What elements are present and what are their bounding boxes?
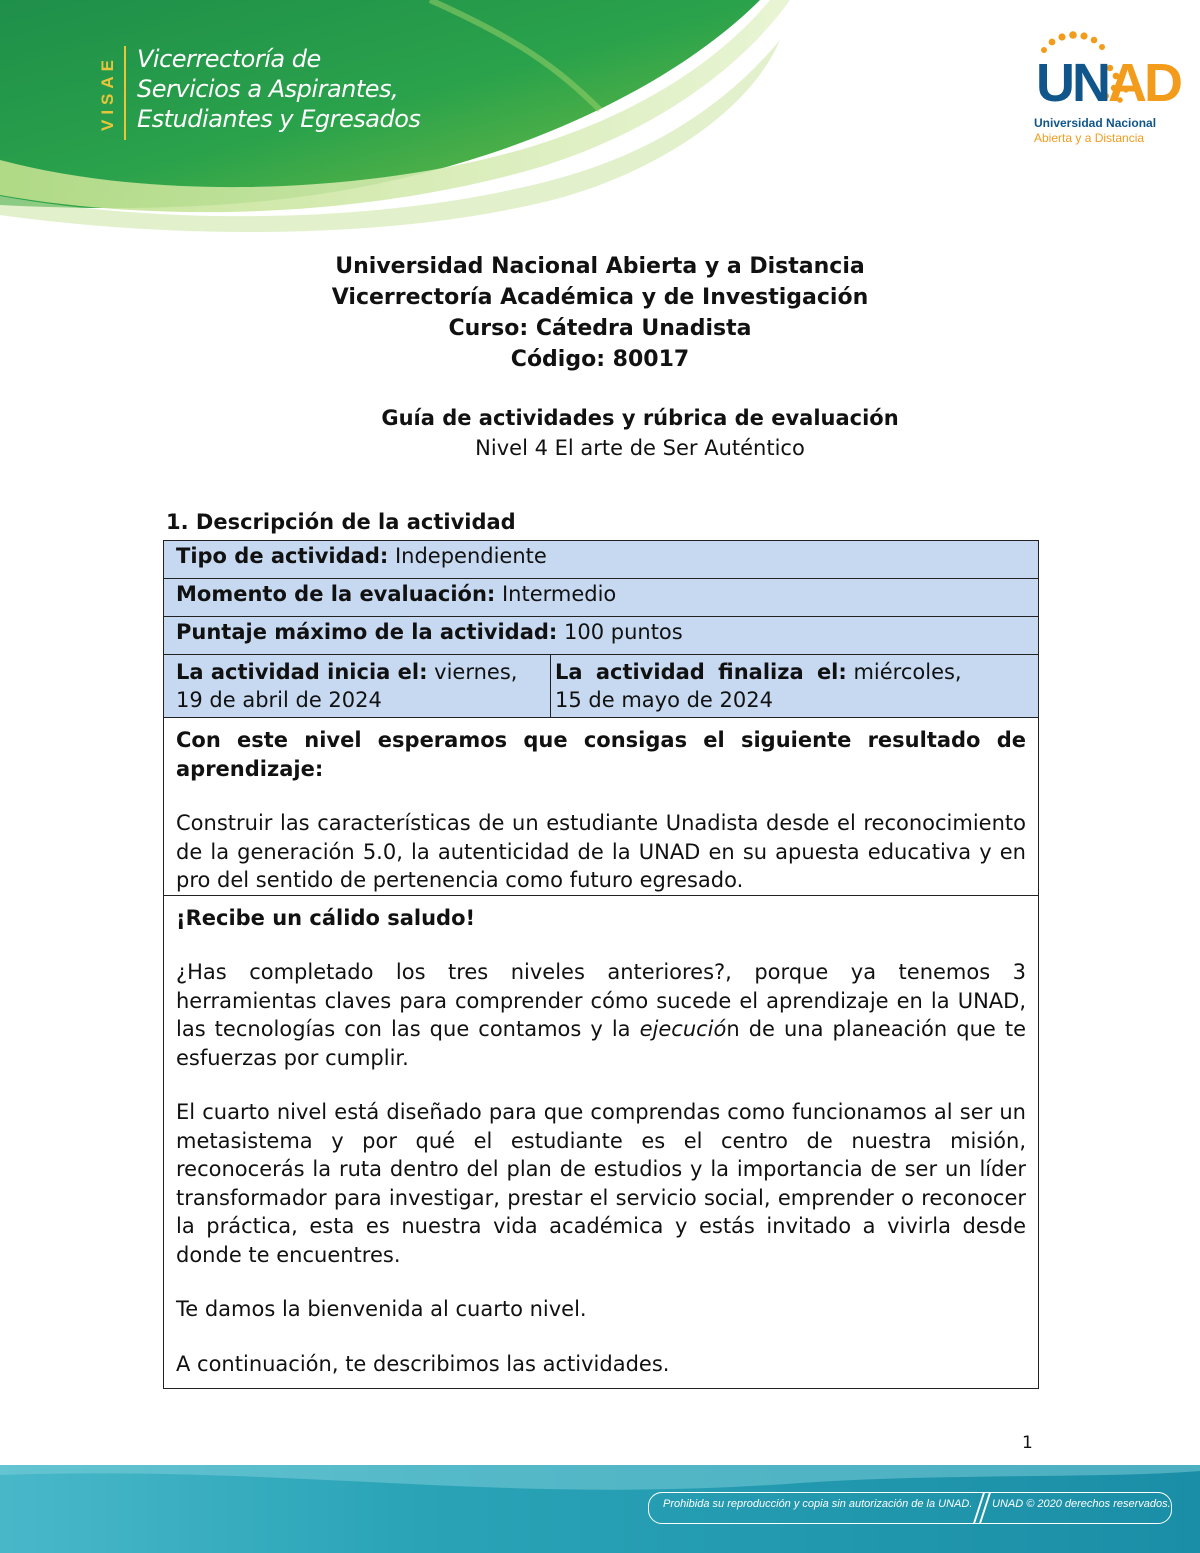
table-row xyxy=(164,617,1039,655)
unad-subtitle-1: Universidad Nacional xyxy=(1034,116,1157,130)
finaliza-value-2: 15 de mayo de 2024 xyxy=(555,688,773,712)
puntaje-cell xyxy=(164,617,1039,655)
vicerrectoria-line-2: Servicios a Aspirantes, xyxy=(137,75,399,103)
vicerrectoria-line-1: Vicerrectoría de xyxy=(137,45,321,73)
spacer xyxy=(176,783,1026,809)
paragraph-3: Te damos la bienvenida al cuarto nivel. xyxy=(176,1297,587,1321)
footer-rights: UNAD © 2020 derechos reservados. xyxy=(992,1498,1171,1510)
momento-label: Momento de la evaluación: xyxy=(176,582,496,606)
inicia-value-1: viernes, xyxy=(427,660,518,684)
unad-wordmark xyxy=(1036,53,1180,113)
vicerrectoria-title xyxy=(137,44,420,134)
guide-title: Guía de actividades y rúbrica de evaluación xyxy=(381,406,899,430)
inicia-value-2: 19 de abril de 2024 xyxy=(176,688,382,712)
puntaje-value: 100 puntos xyxy=(557,620,683,644)
table-row xyxy=(164,541,1039,579)
document-titles xyxy=(0,251,1200,375)
paragraph-2: El cuarto nivel está diseñado para que comprendas como funcionamos al ser un metasistema y por qué el estudiante es el centro de nuestra misión, reconocerás la ruta dentro del plan de estudios y la importancia de ser un líder transformador para investigar, prestar el servicio social, emprender o reconocer la práctica, esta es nuestra vida académica y estás invitado a vivirla desde donde te encuentres. xyxy=(176,1100,1026,1267)
saludo-cell xyxy=(164,895,1039,1389)
tipo-cell xyxy=(164,541,1039,579)
table-row xyxy=(164,655,1039,718)
level-title: Nivel 4 El arte de Ser Auténtico xyxy=(475,436,805,460)
resultado-heading: Con este nivel esperamos que consigas el siguiente resultado de aprendizaje: xyxy=(176,728,1026,781)
finaliza-label: La actividad finaliza el: xyxy=(555,660,847,684)
university-title: Universidad Nacional Abierta y a Distancia xyxy=(335,254,865,279)
vicerrectoria-academica-title: Vicerrectoría Académica y de Investigación xyxy=(331,285,869,310)
paragraph-1-emphasis: ejecució xyxy=(639,1017,727,1041)
visae-label: VISAE xyxy=(98,54,117,132)
puntaje-label: Puntaje máximo de la actividad: xyxy=(176,620,558,644)
momento-value: Intermedio xyxy=(495,582,617,606)
paragraph-4: A continuación, te describimos las actividades. xyxy=(176,1351,670,1376)
table-row xyxy=(164,718,1039,896)
activity-description-table xyxy=(163,540,1039,1389)
tipo-label: Tipo de actividad: xyxy=(176,544,389,568)
unad-wordmark-ad: AD xyxy=(1108,53,1180,113)
tipo-value: Independiente xyxy=(388,544,547,568)
unad-subtitle-2: Abierta y a Distancia xyxy=(1034,131,1145,145)
inicia-label: La actividad inicia el: xyxy=(176,660,428,684)
paragraph-1 xyxy=(176,958,1026,1072)
vicerrectoria-line-3: Estudiantes y Egresados xyxy=(137,105,421,133)
course-title: Curso: Cátedra Unadista xyxy=(448,316,752,341)
table-row xyxy=(164,579,1039,617)
finaliza-cell xyxy=(551,655,1039,718)
footer-notice: Prohibida su reproducción y copia sin autorización de la UNAD. xyxy=(663,1498,973,1510)
spacer xyxy=(176,1269,1026,1295)
table-row xyxy=(164,895,1039,1389)
guide-titles xyxy=(40,403,1200,463)
course-code: Código: 80017 xyxy=(510,347,690,372)
section-title: 1. Descripción de la actividad xyxy=(166,510,516,534)
inicia-cell xyxy=(164,655,551,718)
paragraph-1-part-b: n de una planeación que te esfuerzas por cumplir. xyxy=(176,1017,1026,1070)
page-number: 1 xyxy=(1022,1433,1033,1453)
paragraph-1-part-a: ¿Has completado los tres niveles anteriores?, porque ya tenemos 3 herramientas claves para comprender cómo sucede el aprendizaje en la UNAD, las tecnologías con las que contamos y la xyxy=(176,960,1026,1041)
saludo-heading: ¡Recibe un cálido saludo! xyxy=(176,905,476,930)
momento-cell xyxy=(164,579,1039,617)
resultado-cell xyxy=(164,718,1039,896)
spacer xyxy=(176,1324,1026,1350)
unad-wordmark-un: UN xyxy=(1036,53,1108,113)
spacer xyxy=(176,1072,1026,1098)
resultado-text: Construir las características de un estudiante Unadista desde el reconocimiento de la generación 5.0, la autenticidad de la UNAD en su apuesta educativa y en pro del sentido de pertenencia como futuro egresado. xyxy=(176,811,1026,892)
spacer xyxy=(176,932,1026,958)
finaliza-value-1: miércoles, xyxy=(846,660,962,684)
visae-divider xyxy=(124,46,126,140)
